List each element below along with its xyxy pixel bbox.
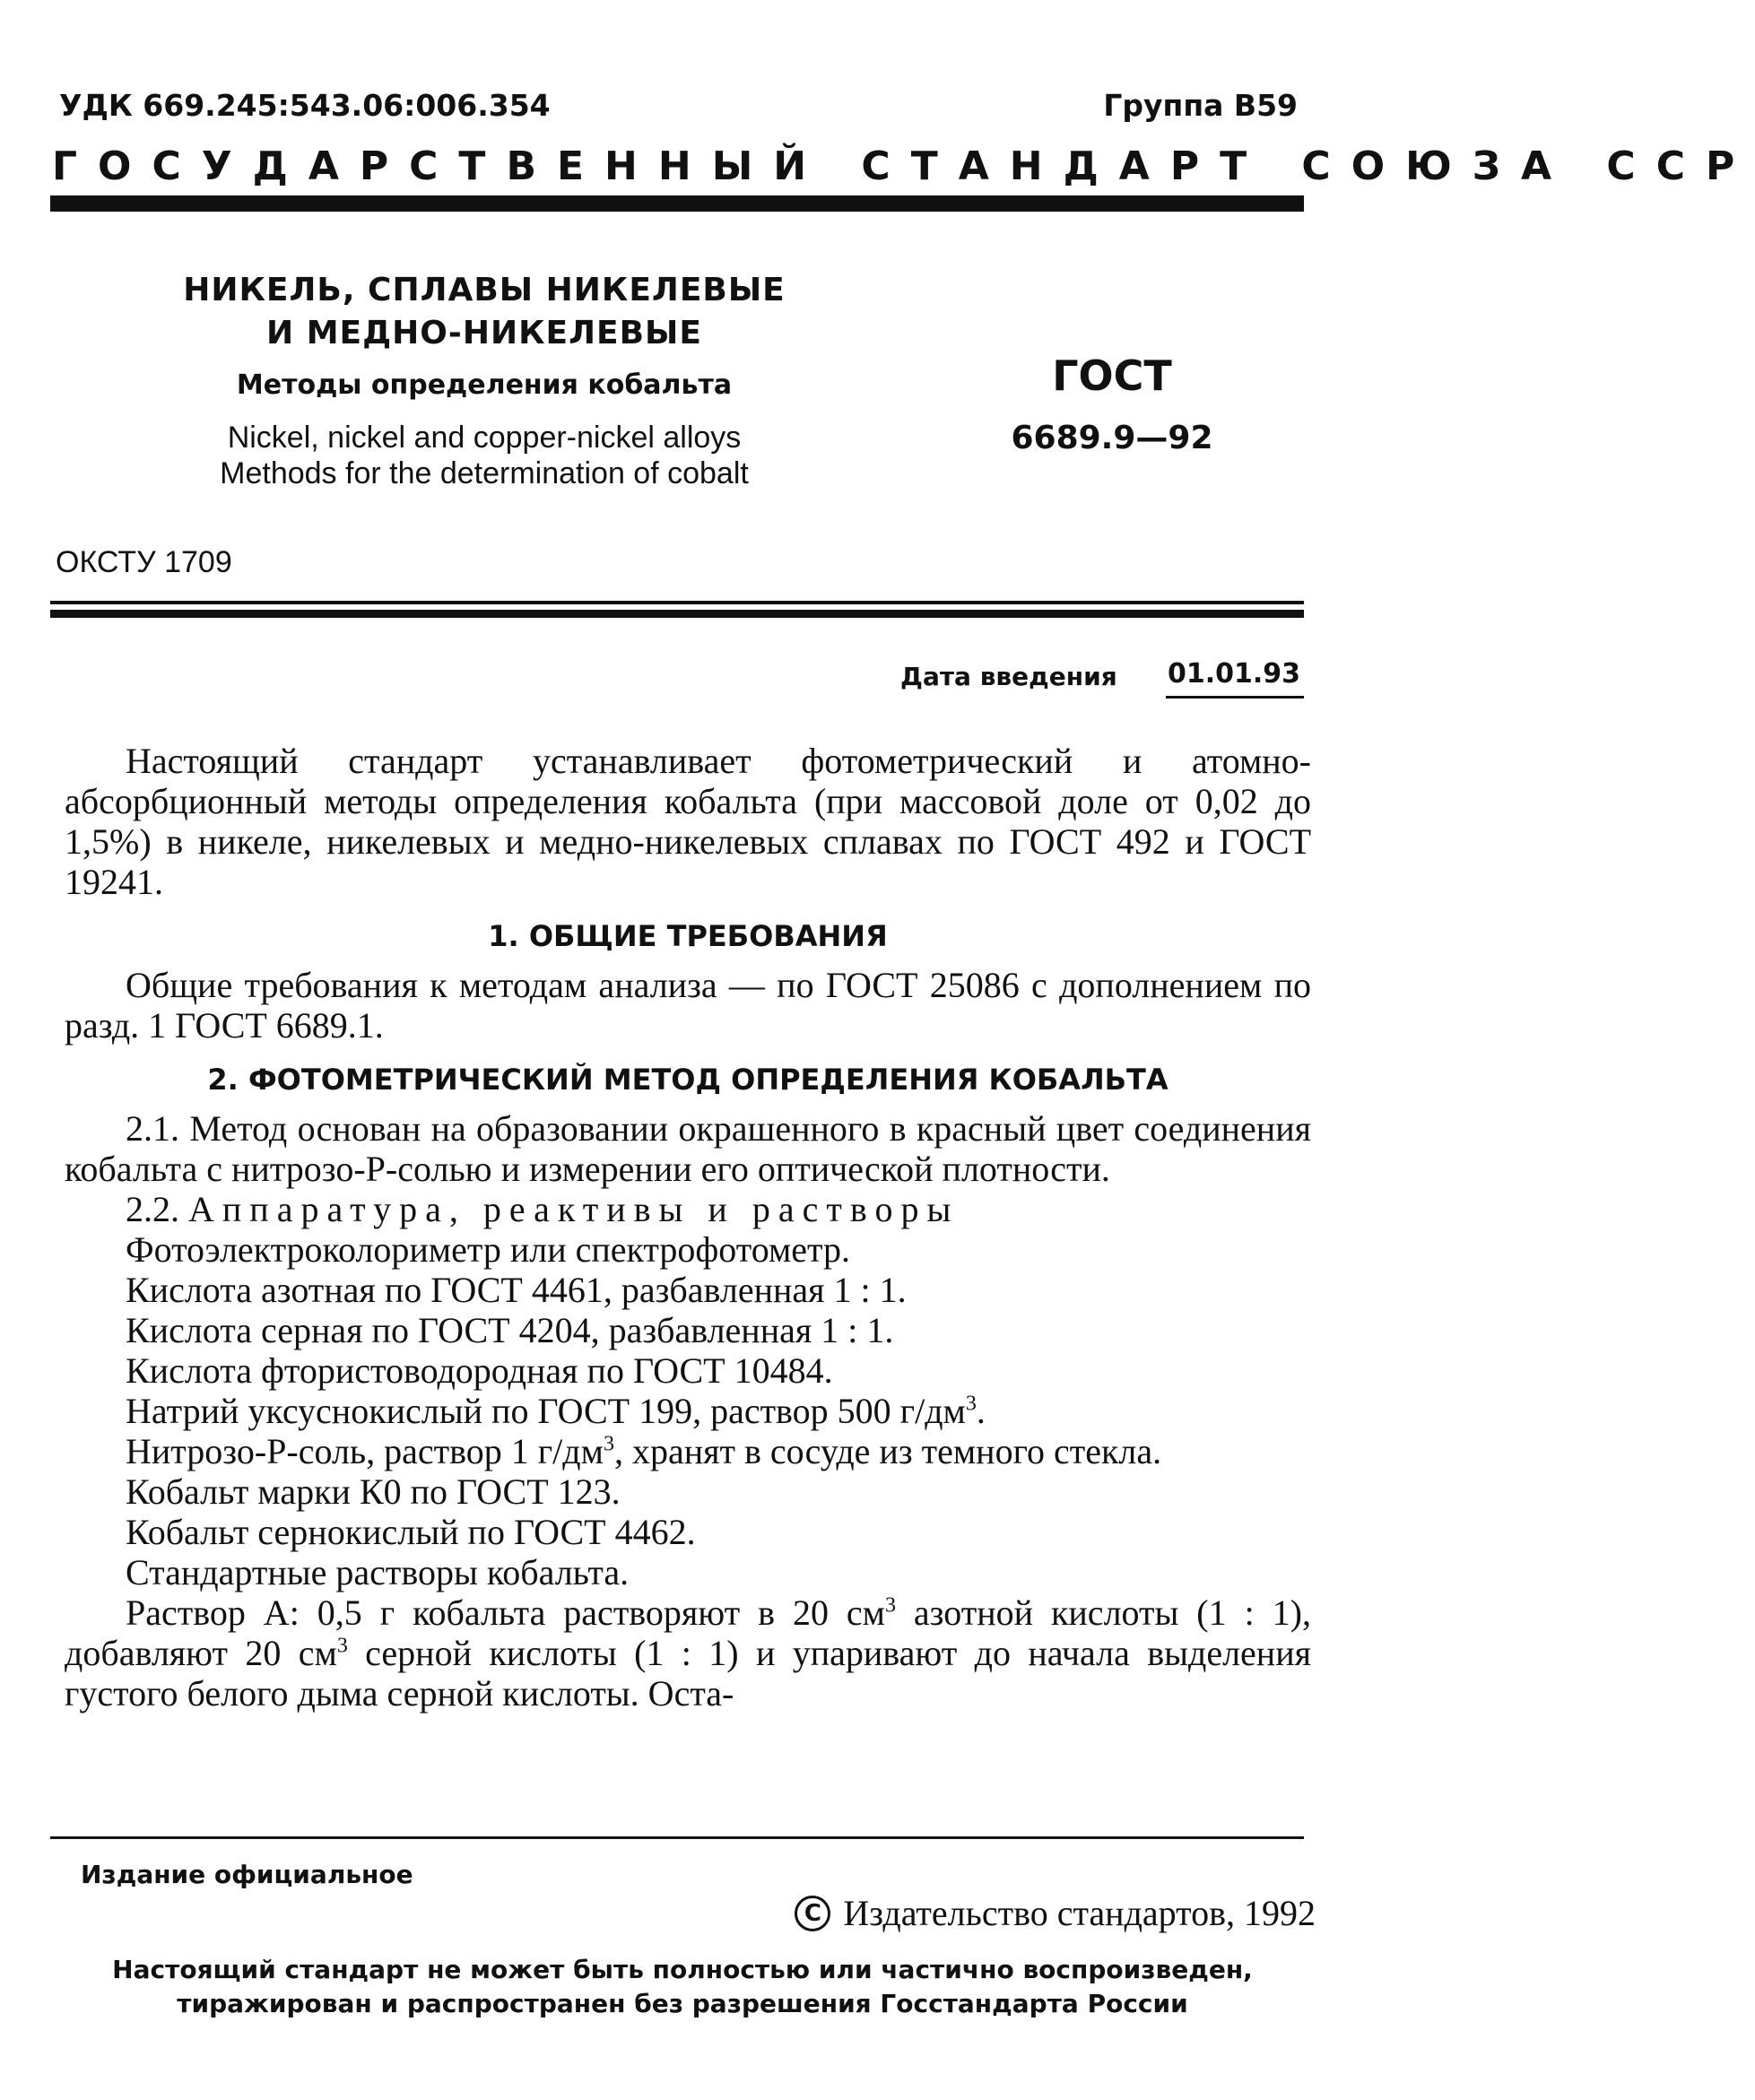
sodium-text-end: . [976,1391,986,1431]
nitroso-text-end: , хранят в сосуде из темного стекла. [613,1431,1162,1471]
superscript: 3 [965,1392,977,1416]
list-item: Кобальт марки К0 по ГОСТ 123. [126,1471,621,1512]
section-1-paragraph: Общие требования к методам анализа — по ГОСТ 25086 с дополнением по разд. 1 ГОСТ 6689.1. [65,965,1311,1046]
title-block [161,269,807,491]
date-value: 01.01.93 [1167,658,1301,690]
list-item: Кобальт сернокислый по ГОСТ 4462. [126,1512,696,1552]
section-2-title: 2. ФОТОМЕТРИЧЕСКИЙ МЕТОД ОПРЕДЕЛЕНИЯ КОБАЛЬТА [207,1063,1169,1097]
edition-label: Издание официальное [81,1860,413,1889]
copyright-text: Издательство стандартов, 1992 [843,1893,1316,1933]
sodium-acetate-item [65,1391,1311,1431]
notice-line-1: Настоящий стандарт не может быть полностью или частично воспроизведен, [112,1955,1253,1984]
paragraph-2-1: 2.1. Метод основан на образовании окрашенного в красный цвет соединения кобальта с нитрозо-Р-солью и измерении его оптической плотности. [65,1108,1311,1189]
english-title [161,420,807,491]
copyright [795,1892,1316,1934]
copyright-icon: C [795,1896,830,1931]
solution-a-text-2: азотной кислоты (1 : 1), добавляют 20 см [65,1592,1311,1673]
gost-number: 6689.9—92 [1011,420,1213,456]
top-rule [50,195,1304,212]
subtitle: Методы определения кобальта [236,369,733,401]
gost-label: ГОСТ [1052,351,1172,400]
superscript: 3 [603,1432,614,1456]
sodium-text: Натрий уксуснокислый по ГОСТ 199, раствор 500 г/дм [126,1391,966,1431]
intro-paragraph: Настоящий стандарт устанавливает фотометрический и атомно-абсорбционный методы определения кобальта (при массовой доле от 0,02 до 1,5%) в никеле, никелевых и медно-никелевых сплавах по ГОСТ 492 и ГОСТ 19241. [65,741,1311,902]
mid-rule-top [50,601,1304,604]
date-label: Дата введения [900,662,1117,691]
body-text [65,741,1311,1714]
solution-a-text-3: серной кислоты (1 : 1) и упаривают до начала выделения густого белого дыма серной кислоты. Оста- [65,1633,1311,1714]
superscript: 3 [336,1634,348,1658]
list-item: Кислота азотная по ГОСТ 4461, разбавленная 1 : 1. [126,1270,907,1310]
title-line-1: НИКЕЛЬ, СПЛАВЫ НИКЕЛЕВЫЕ [183,272,786,308]
paragraph-2-2-number: 2.2. [126,1189,179,1229]
group-code: Группа В59 [1103,88,1298,123]
state-standard-heading: ГОСУДАРСТВЕННЫЙ СТАНДАРТ СОЮЗА ССР [52,143,1755,189]
date-underline [1166,696,1304,699]
title-line-2: И МЕДНО-НИКЕЛЕВЫЕ [266,315,702,351]
paragraph-2-2 [65,1189,1311,1229]
list-item: Кислота серная по ГОСТ 4204, разбавленная 1 : 1. [126,1310,894,1350]
udk-code: УДК 669.245:543.06:006.354 [59,88,551,123]
solution-a-paragraph [65,1592,1311,1714]
nitroso-text: Нитрозо-Р-соль, раствор 1 г/дм [126,1431,604,1471]
list-item: Кислота фтористоводородная по ГОСТ 10484. [126,1350,833,1391]
okstu-code: ОКСТУ 1709 [56,545,232,579]
section-1-title: 1. ОБЩИЕ ТРЕБОВАНИЯ [488,919,888,953]
footer-rule [50,1836,1304,1839]
list-item: Фотоэлектроколориметр или спектрофотометр. [126,1229,851,1270]
nitroso-item [65,1431,1311,1471]
solution-a-text-1: Раствор А: 0,5 г кобальта растворяют в 20 см [126,1592,885,1633]
superscript: 3 [884,1593,896,1618]
reproduction-notice [50,1953,1315,2021]
paragraph-2-2-title: Аппаратура, реактивы и растворы [188,1189,960,1229]
mid-rule-bottom [50,610,1304,618]
english-title-line-1: Nickel, nickel and copper-nickel alloys [227,421,742,455]
list-item: Стандартные растворы кобальта. [126,1552,630,1592]
notice-line-2: тиражирован и распространен без разрешения Госстандарта России [177,1989,1188,2018]
english-title-line-2: Methods for the determination of cobalt [220,456,749,490]
